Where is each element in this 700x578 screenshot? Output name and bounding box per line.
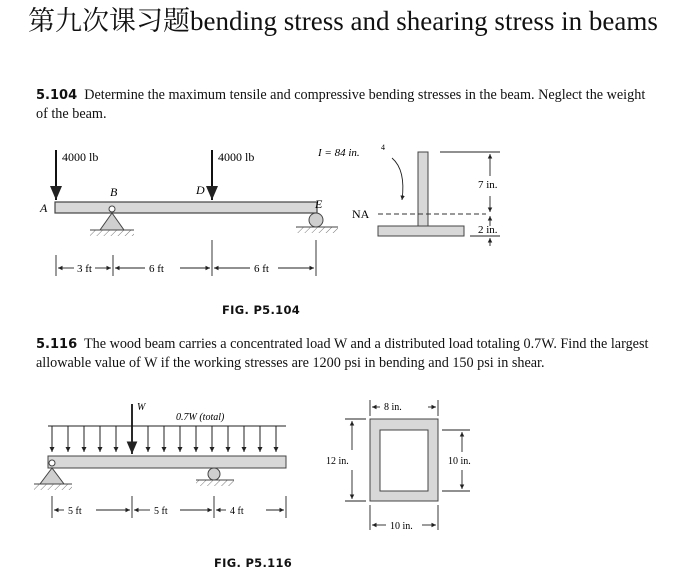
beam-104 [55,202,317,213]
caption-p5-104: FIG. P5.104 [222,303,301,317]
dim-8in: 8 in. [384,402,402,413]
caption-p5-116: FIG. P5.116 [214,556,293,570]
pin-support-B [100,213,124,230]
span2-116: 5 ft [154,506,168,517]
span1-label: 3 ft [77,263,92,275]
fig-p5-116 [34,400,471,532]
inertia-exp: 4 [381,143,385,152]
roller-support-E [309,213,323,227]
dist-load-label: 0.7W (total) [176,412,225,423]
label-D: D [196,183,205,197]
t-flange [378,226,464,236]
beam-116 [48,456,286,468]
span3-116: 4 ft [230,506,244,517]
problem-text: Determine the maximum tensile and compressive bending stresses in the beam. Neglect the weight of the beam. [36,87,646,122]
dim-7in: 7 in. [478,179,498,191]
problem-5-116 [36,335,656,372]
pin-support-left [40,468,64,484]
problem-text: The wood beam carries a concentrated load W and a distributed load totaling 0.7W. Find the largest allowable value of W if the working stresses are 1200 psi in bending and 150 psi in shear. [36,336,649,371]
problem-number: 5.116 [36,337,78,352]
fig-p5-104 [39,143,500,276]
inertia-label: I = 84 in. [318,147,360,159]
span3-label: 6 ft [254,263,269,275]
roller-support [208,468,220,480]
label-E: E [315,197,323,211]
load2-label: 4000 lb [218,150,255,164]
label-B: B [110,185,118,199]
t-stem [418,152,428,226]
na-label: NA [352,207,370,221]
dim-12in: 12 in. [326,456,349,467]
dim-10in-bottom: 10 in. [390,521,413,532]
dim-10in-right: 10 in. [448,456,471,467]
dim-2in: 2 in. [478,224,498,236]
load-W-label: W [137,402,146,413]
page-title: 第九次课习题bending stress and shearing stress in beams [28,6,658,36]
span1-116: 5 ft [68,506,82,517]
box-section-inner [380,430,428,491]
load1-label: 4000 lb [62,150,99,164]
label-A: A [40,201,48,215]
span2-label: 6 ft [149,263,164,275]
problem-number: 5.104 [36,88,78,103]
